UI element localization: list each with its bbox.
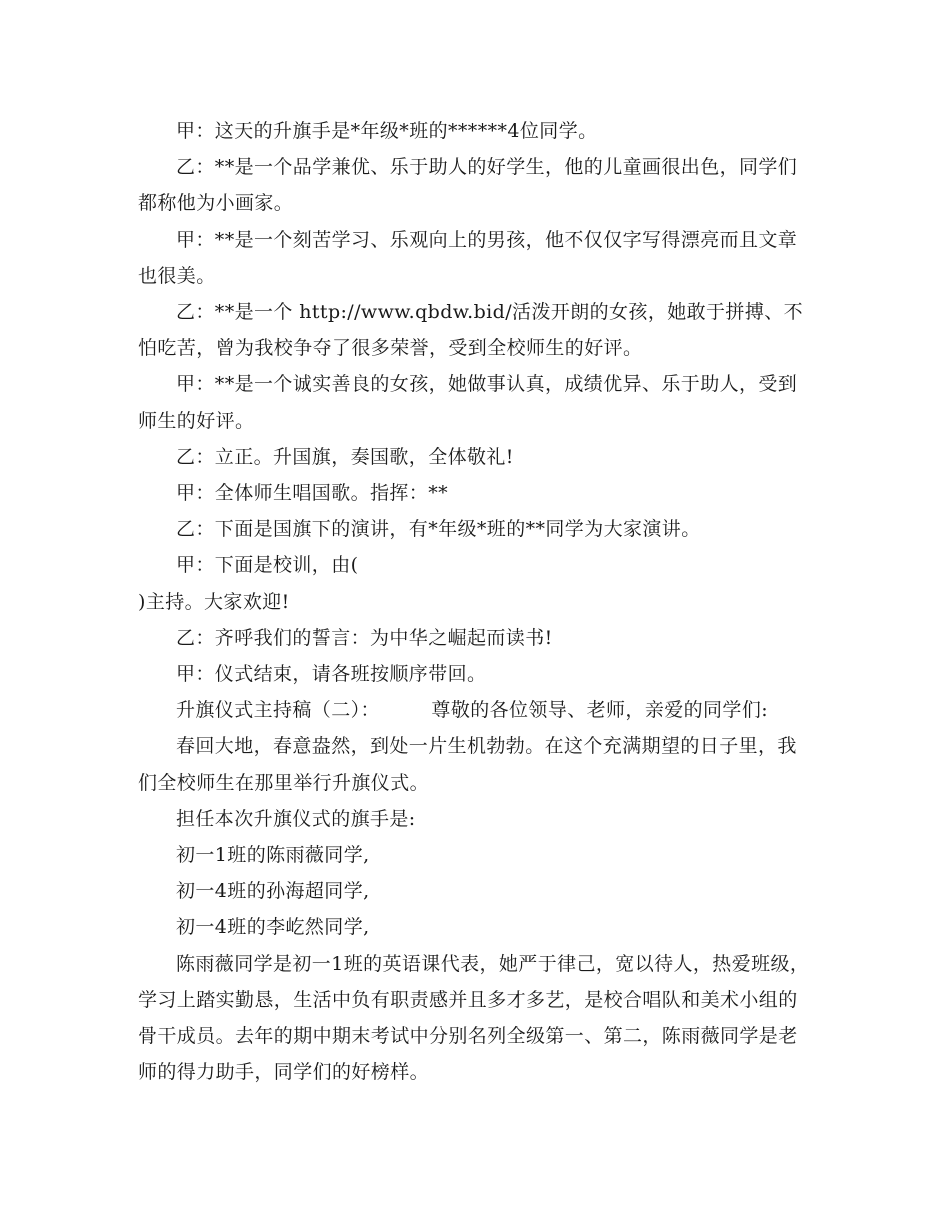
paragraph-2: 乙：**是一个品学兼优、乐于助人的好学生，他的儿童画很出色，同学们都称他为小画家。	[138, 156, 798, 215]
document-body	[138, 113, 814, 1090]
paragraph-4: 乙：**是一个 http://www.qbdw.bid/活泼开朗的女孩，她敢于拼搏、不怕吃苦，曾为我校争夺了很多荣誉，受到全校师生的好评。	[138, 301, 804, 360]
paragraph-15: 担任本次升旗仪式的旗手是:	[176, 807, 416, 830]
paragraph-11: 乙：齐呼我们的誓言：为中华之崛起而读书!	[176, 626, 553, 649]
paragraph-19: 陈雨薇同学是初一1班的英语课代表，她严于律己，宽以待人，热爱班级，学习上踏实勤恳，生活中负有职责感并且多才多艺，是校合唱队和美术小组的骨干成员。去年的期中期末考试中分别名列全级第一、第二，陈雨薇同学是老师的得力助手，同学们的好榜样。	[138, 952, 810, 1084]
paragraph-12: 甲：仪式结束，请各班按顺序带回。	[176, 663, 487, 686]
paragraph-6: 乙：立正。升国旗，奏国歌，全体敬礼!	[176, 445, 514, 468]
paragraph-9: 甲：下面是校训，由(	[176, 554, 359, 577]
paragraph-5: 甲：**是一个诚实善良的女孩，她做事认真，成绩优异、乐于助人，受到师生的好评。	[138, 373, 798, 432]
paragraph-1: 甲：这天的升旗手是*年级*班的******4位同学。	[176, 120, 598, 142]
paragraph-7: 甲：全体师生唱国歌。指挥：**	[176, 482, 449, 505]
paragraph-3: 甲：**是一个刻苦学习、乐观向上的男孩，他不仅仅字写得漂亮而且文章也很美。	[138, 228, 798, 287]
paragraph-16: 初一1班的陈雨薇同学,	[176, 844, 370, 867]
paragraph-8: 乙：下面是国旗下的演讲，有*年级*班的**同学为大家演讲。	[176, 518, 701, 541]
paragraph-10: )主持。大家欢迎!	[138, 590, 290, 613]
paragraph-17: 初一4班的孙海超同学,	[176, 880, 370, 903]
paragraph-13: 升旗仪式主持稿（二）： 尊敬的各位领导、老师，亲爱的同学们:	[176, 699, 769, 722]
paragraph-14: 春回大地，春意盎然，到处一片生机勃勃。在这个充满期望的日子里，我们全校师生在那里举行升旗仪式。	[138, 735, 797, 794]
paragraph-18: 初一4班的李屹然同学,	[176, 916, 370, 939]
